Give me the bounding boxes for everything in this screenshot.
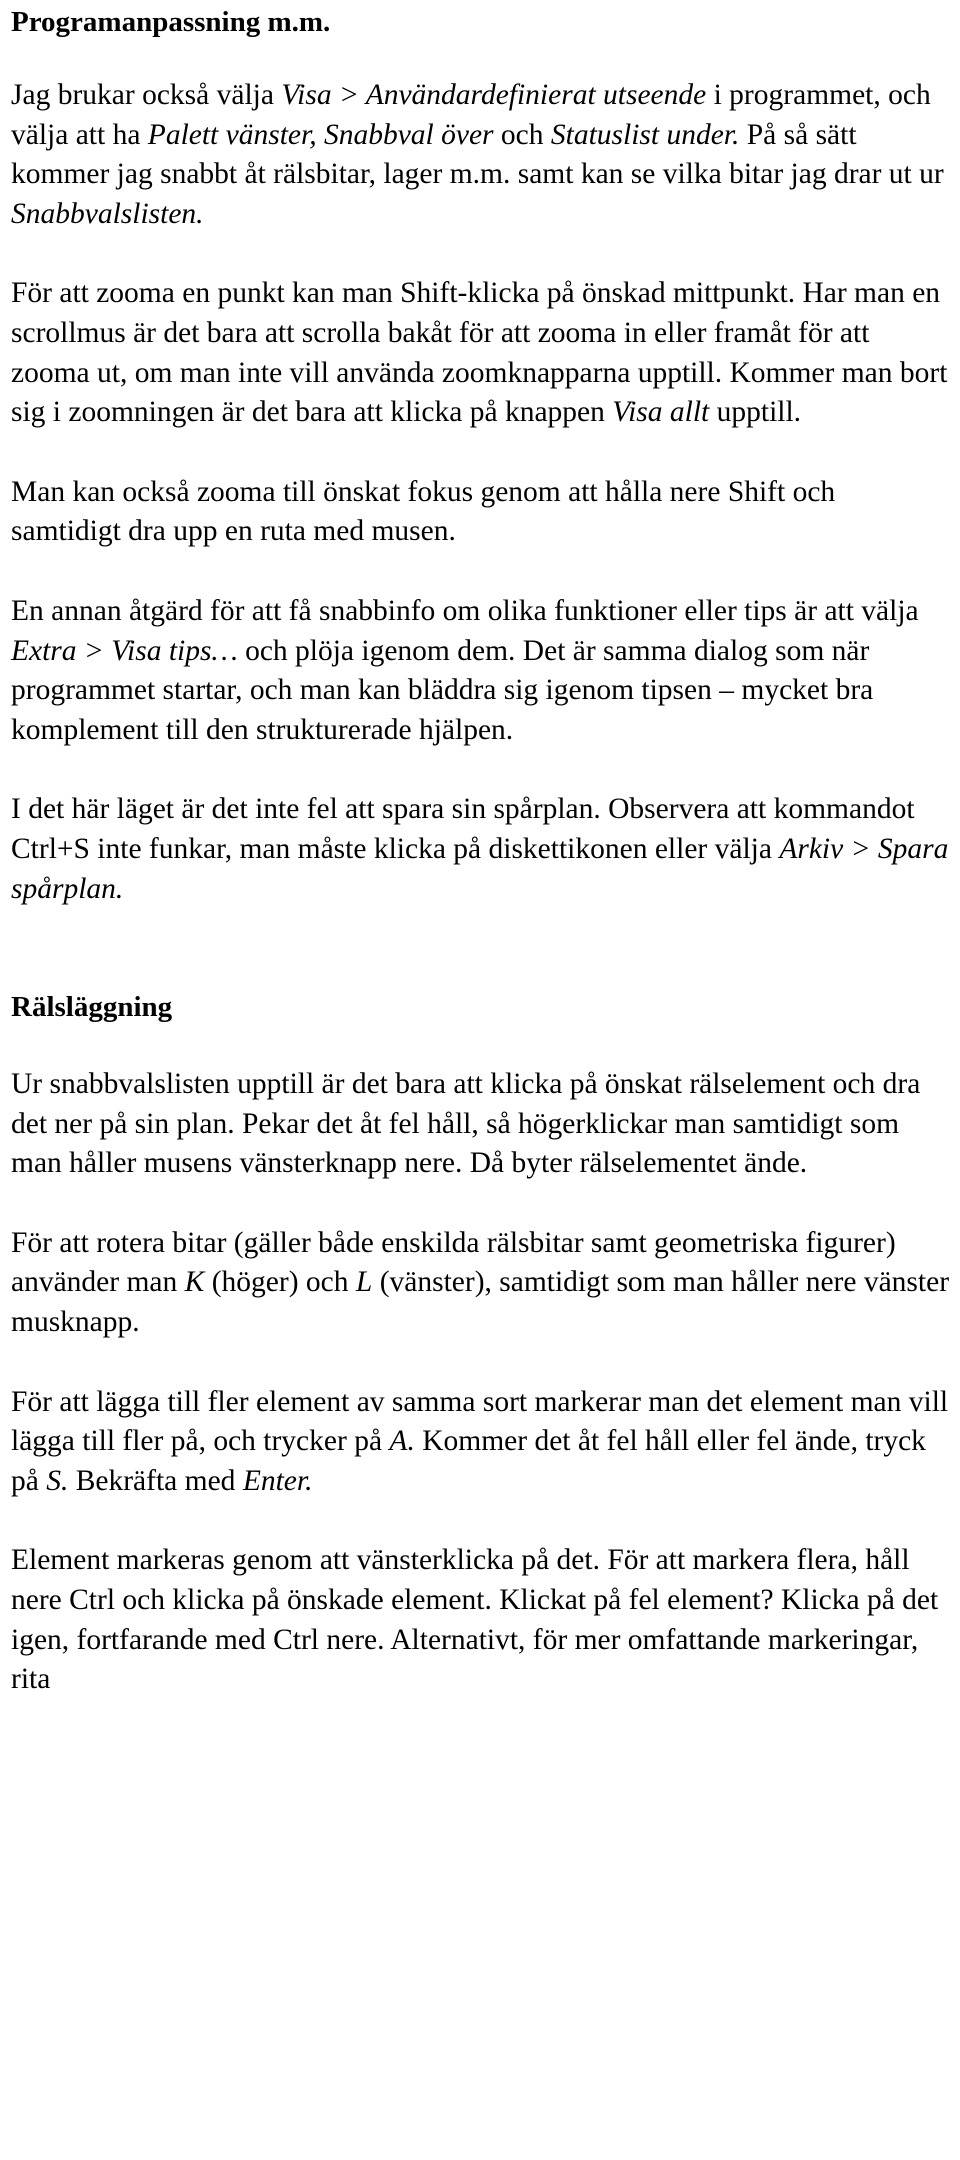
text-run: upptill.: [709, 396, 802, 429]
paragraph-markera-element: Element markeras genom att vänsterklicka på det. För att markera flera, håll nere Ctrl och klicka på önskade element. Klickat på fel element? Klicka på det igen, fortfarande med Ctrl nere. Alternativt, för mer omfattande markeringar, rita: [11, 1544, 939, 1696]
key-italic: Enter.: [242, 1464, 313, 1497]
key-italic: A.: [389, 1425, 415, 1458]
menu-path-italic: Extra > Visa tips…: [11, 634, 238, 667]
text-run: i programmet, och välja att ha: [11, 79, 931, 151]
key-italic: L: [355, 1266, 373, 1299]
paragraph-visa-anvandardefinierat: [11, 76, 951, 234]
paragraph-zooma-fokus: Man kan också zooma till önskat fokus genom att hålla nere Shift och samtidigt dra upp en ruta med musen.: [11, 475, 836, 548]
text-run: Jag brukar också välja: [11, 79, 282, 111]
key-italic: S.: [46, 1464, 69, 1497]
term-italic: Snabbvalslisten.: [11, 197, 204, 230]
paragraph-snabbvalslisten: Ur snabbvalslisten upptill är det bara att klicka på önskat rälselement och dra det ner på sin plan. Pekar det åt fel håll, så högerklickar man samtidigt som man håller musens vänsterknapp nere. Då byter rälselementet ände.: [11, 1068, 921, 1180]
text-run: För att zooma en punkt kan man Shift-klicka på önskad mittpunkt. Har man en scrollmus är det bara att scrolla bakåt för att zooma in eller framåt för att zooma ut, om man inte vill använda zoomknapparna upptill. Kommer man bort sig i zoomningen är det bara att klicka på knappen: [11, 277, 948, 429]
paragraph-rotera-bitar: [11, 1224, 951, 1343]
menu-path-italic: Visa > Användardefinierat utseende: [281, 79, 707, 111]
key-italic: K: [184, 1266, 205, 1299]
text-run: För att lägga till fler element av samma sort markerar man det element man vill lägga till fler på, och trycker på: [11, 1385, 949, 1458]
paragraph-visa-tips: [11, 592, 951, 750]
text-run: (höger) och: [204, 1266, 356, 1299]
text-run: (vänster), samtidigt som man håller nere vänster musknapp.: [11, 1266, 950, 1339]
paragraph-zooma: [11, 274, 951, 432]
text-run: För att rotera bitar (gäller både enskilda rälsbitar samt geometriska figurer) använder man: [11, 1226, 896, 1299]
option-italic: Statuslist under.: [550, 118, 740, 151]
text-run: Bekräfta med: [68, 1464, 243, 1497]
heading-programanpassning: Programanpassning m.m.: [11, 6, 331, 38]
text-run: och: [493, 118, 551, 151]
text-run: och plöja igenom dem. Det är samma dialog som när programmet startar, och man kan bläddra sig igenom tipsen – mycket bra komplement till den strukturerade hjälpen.: [11, 634, 874, 746]
text-run: På så sätt kommer jag snabbt åt rälsbitar, lager m.m. samt kan se vilka bitar jag drar ut ur: [11, 118, 944, 191]
paragraph-spara-sparplan: [11, 790, 951, 909]
option-italic: Palett vänster, Snabbval över: [147, 118, 494, 151]
paragraph-lagga-till-element: [11, 1383, 951, 1502]
heading-ralslaggning: Rälsläggning: [11, 991, 173, 1024]
document-page: [11, 0, 951, 1700]
menu-path-italic: Arkiv > Spara spårplan.: [11, 832, 949, 905]
text-run: Kommer det åt fel håll eller fel ände, tryck på: [11, 1425, 926, 1497]
button-name-italic: Visa allt: [612, 396, 710, 429]
text-run: En annan åtgärd för att få snabbinfo om olika funktioner eller tips är att välja: [11, 594, 919, 627]
text-run: I det här läget är det inte fel att spara sin spårplan. Observera att kommandot Ctrl+S inte funkar, man måste klicka på diskettikonen eller välja: [11, 793, 915, 865]
